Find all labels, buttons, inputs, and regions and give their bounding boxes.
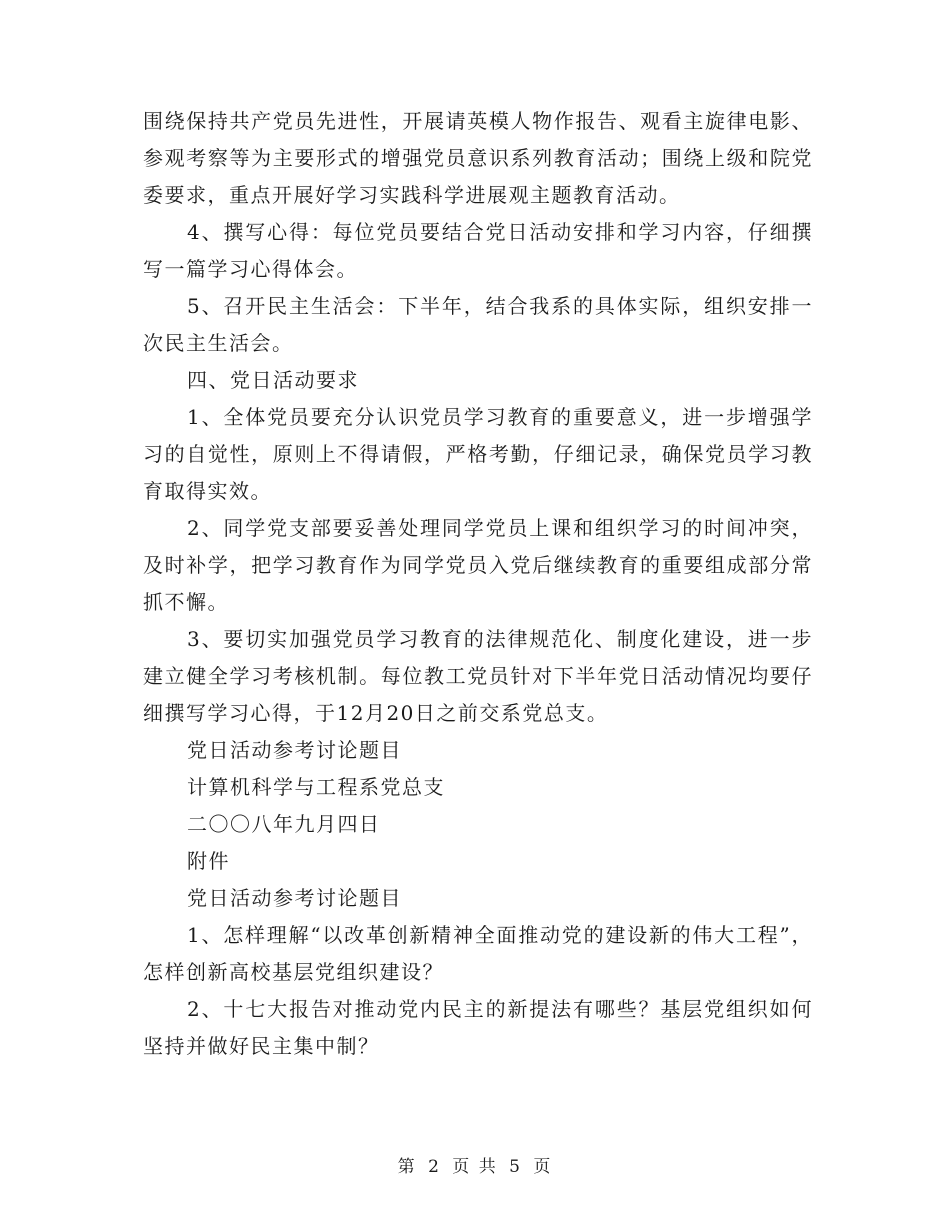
attachment-label: 附件 xyxy=(187,849,230,873)
footer-middle: 页 共 xyxy=(452,1157,498,1177)
footer-total-pages: 5 xyxy=(509,1157,522,1177)
signature-date: 二〇〇八年九月四日 xyxy=(187,812,381,836)
paragraph-5: 1、全体党员要充分认识党员学习教育的重要意义，进一步增强学习的自觉性，原则上不得请假，严格考勤，仔细记录，确保党员学习教育取得实效。 xyxy=(143,405,813,503)
paragraph-7: 3、要切实加强党员学习教育的法律规范化、制度化建设，进一步建立健全学习考核机制。每位教工党员针对下半年党日活动情况均要仔细撰写学习心得，于12月20日之前交系党总支。 xyxy=(143,627,813,725)
signature-organization: 计算机科学与工程系党总支 xyxy=(187,775,445,799)
page-footer xyxy=(0,1152,950,1177)
document-body xyxy=(143,103,813,1065)
footer-current-page: 2 xyxy=(428,1157,441,1177)
footer-suffix: 页 xyxy=(533,1157,553,1177)
paragraph-1: 围绕保持共产党员先进性，开展请英模人物作报告、观看主旋律电影、参观考察等为主要形式的增强党员意识系列教育活动；围绕上级和院党委要求，重点开展好学习实践科学进展观主题教育活动。 xyxy=(143,109,813,207)
discussion-topic-2: 2、十七大报告对推动党内民主的新提法有哪些？基层党组织如何坚持并做好民主集中制？ xyxy=(143,997,813,1058)
attachment-heading: 党日活动参考讨论题目 xyxy=(187,886,402,910)
paragraph-6: 2、同学党支部要妥善处理同学党员上课和组织学习的时间冲突，及时补学，把学习教育作为同学党员入党后继续教育的重要组成部分常抓不懈。 xyxy=(143,516,813,614)
paragraph-3: 5、召开民主生活会：下半年，结合我系的具体实际，组织安排一次民主生活会。 xyxy=(143,294,813,355)
discussion-topic-1: 1、怎样理解“以改革创新精神全面推动党的建设新的伟大工程”，怎样创新高校基层党组织建设？ xyxy=(143,923,813,984)
section-heading-requirements: 四、党日活动要求 xyxy=(187,368,359,392)
paragraph-2: 4、撰写心得：每位党员要结合党日活动安排和学习内容，仔细撰写一篇学习心得体会。 xyxy=(143,220,813,281)
attachment-title-line: 党日活动参考讨论题目 xyxy=(187,738,402,762)
footer-prefix: 第 xyxy=(397,1157,417,1177)
